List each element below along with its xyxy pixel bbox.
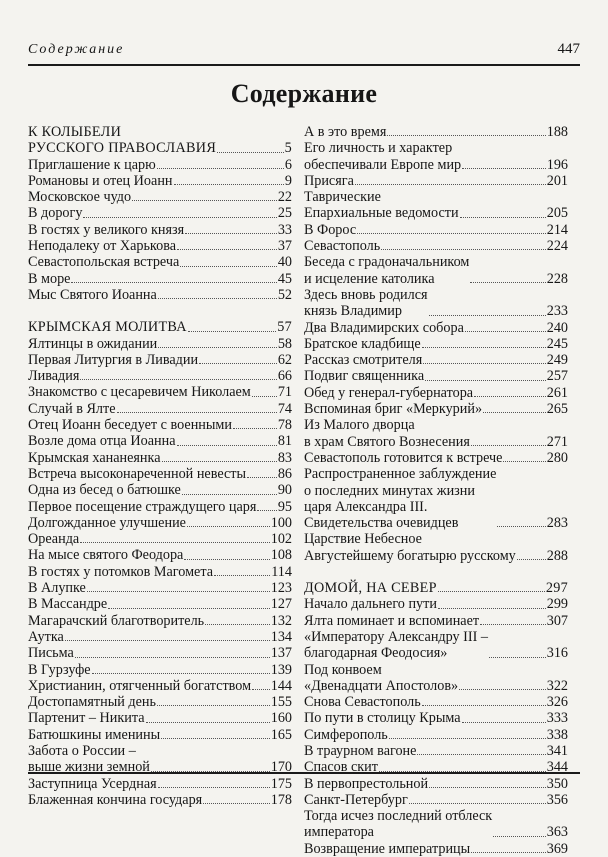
toc-entry <box>304 385 568 401</box>
toc-entry <box>304 710 568 726</box>
toc-entry-title: Романовы и отец Иоанн <box>28 172 173 189</box>
toc-entry-page: 66 <box>277 368 292 385</box>
toc-entry <box>28 238 292 254</box>
dot-leader <box>459 689 546 690</box>
toc-entry-title: Севастопольская встреча <box>28 254 180 271</box>
toc-entry-page: 33 <box>277 221 292 238</box>
toc-entry-page: 155 <box>270 694 292 711</box>
toc-entry-page: 249 <box>546 352 568 369</box>
toc-section-heading <box>28 124 292 157</box>
toc-entry-title: Письма <box>28 645 74 662</box>
toc-entry-title: Мыс Святого Иоанна <box>28 286 157 303</box>
toc-entry-page: 350 <box>546 775 568 792</box>
toc-entry-page: 363 <box>546 824 568 841</box>
toc-entry-title: Крымская хананеянка <box>28 449 161 466</box>
toc-entry-title: Московское чудо <box>28 189 132 206</box>
page-number: 447 <box>557 41 580 57</box>
toc-section-heading-page: 297 <box>545 580 568 597</box>
toc-entry-title: Здесь вновь родился князь Владимир <box>304 286 428 320</box>
toc-entry-page: 74 <box>277 400 292 417</box>
toc-entry-page: 137 <box>270 645 292 662</box>
toc-entry-page: 170 <box>270 759 292 776</box>
toc-entry-page: 83 <box>277 449 292 466</box>
toc-entry-page: 214 <box>546 221 568 238</box>
dot-leader <box>422 347 546 348</box>
running-head-title: Содержание <box>28 42 125 57</box>
dot-leader <box>108 608 270 609</box>
toc-entry <box>28 776 292 792</box>
toc-entry <box>304 841 568 857</box>
dot-leader <box>252 396 277 397</box>
toc-entry <box>304 694 568 710</box>
dot-leader <box>65 640 270 641</box>
toc-entry-page: 71 <box>277 384 292 401</box>
dot-leader <box>177 445 277 446</box>
dot-leader <box>247 477 277 478</box>
running-head <box>28 40 580 62</box>
toc-entry-page: 22 <box>277 189 292 206</box>
toc-entry <box>28 466 292 482</box>
toc-entry-page: 178 <box>270 791 292 808</box>
toc-entry <box>304 743 568 759</box>
dot-leader <box>474 396 546 397</box>
toc-entry-title: Христианин, отягченный богатством <box>28 677 252 694</box>
toc-entry-page: 139 <box>270 661 292 678</box>
toc-entry <box>28 222 292 238</box>
toc-entry-title: Присяга <box>304 172 354 189</box>
toc-entry-page: 356 <box>546 791 568 808</box>
toc-entry <box>304 776 568 792</box>
toc-entry-title: Первая Литургия в Ливадии <box>28 351 199 368</box>
toc-entry-page: 165 <box>270 726 292 743</box>
toc-entry <box>28 662 292 678</box>
toc-entry-title: Магарачский благотворитель <box>28 612 205 629</box>
dot-leader <box>462 722 546 723</box>
toc-entry-page: 102 <box>270 531 292 548</box>
toc-entry <box>28 271 292 287</box>
toc-entry <box>28 678 292 694</box>
toc-entry <box>304 254 568 287</box>
toc-entry-title: Вспоминая бриг «Меркурий» <box>304 401 483 418</box>
toc-entry <box>28 515 292 531</box>
toc-entry <box>28 727 292 743</box>
toc-entry <box>28 336 292 352</box>
dot-leader <box>188 331 276 332</box>
toc-entry-page: 52 <box>277 286 292 303</box>
toc-entry-title: Рассказ смотрителя <box>304 352 423 369</box>
toc-entry <box>28 564 292 580</box>
dot-leader <box>187 526 270 527</box>
toc-entry <box>28 694 292 710</box>
toc-entry-title: Долгожданное улучшение <box>28 514 186 531</box>
toc-entry <box>28 629 292 645</box>
dot-leader <box>517 559 546 560</box>
toc-entry-page: 280 <box>546 449 568 466</box>
toc-entry-title: Начало дальнего пути <box>304 596 437 613</box>
dot-leader <box>252 689 270 690</box>
toc-entry-page: 95 <box>277 498 292 515</box>
dot-leader <box>158 787 270 788</box>
toc-entry <box>28 189 292 205</box>
toc-entry-title: Батюшкины именины <box>28 726 161 743</box>
toc-entry-page: 316 <box>546 645 568 662</box>
toc-entry-title: В Массандре <box>28 596 108 613</box>
dot-leader <box>387 135 545 136</box>
toc-entry-page: 257 <box>546 368 568 385</box>
toc-entry <box>28 401 292 417</box>
toc-entry <box>28 417 292 433</box>
dot-leader <box>460 217 546 218</box>
toc-entry-title: Неподалеку от Харькова <box>28 238 177 255</box>
toc-entry-page: 160 <box>270 710 292 727</box>
footer-rule <box>28 772 580 774</box>
dot-leader <box>92 673 270 674</box>
toc-entry <box>304 450 568 466</box>
dot-leader <box>483 412 546 413</box>
dot-leader <box>146 722 270 723</box>
toc-entry-page: 326 <box>546 694 568 711</box>
toc-entry <box>304 336 568 352</box>
dot-leader <box>203 803 270 804</box>
toc-entry-page: 245 <box>546 335 568 352</box>
toc-entry-title: В траурном вагоне <box>304 742 417 759</box>
toc-entry <box>28 580 292 596</box>
toc-entry <box>28 710 292 726</box>
toc-entry <box>304 662 568 695</box>
toc-column-right <box>304 124 568 857</box>
toc-entry-title: Два Владимирских собора <box>304 319 464 336</box>
page-title: Содержание <box>230 79 378 108</box>
dot-leader <box>87 591 270 592</box>
toc-entry-page: 90 <box>277 482 292 499</box>
toc-entry-title: Братское кладбище <box>304 335 421 352</box>
toc-column-left <box>28 124 292 808</box>
toc-entry-page: 40 <box>277 254 292 271</box>
dot-leader <box>480 624 546 625</box>
toc-entry-page: 240 <box>546 319 568 336</box>
toc-entry <box>304 613 568 629</box>
toc-entry-page: 188 <box>546 124 568 140</box>
dot-leader <box>497 526 545 527</box>
toc-entry-title: Ялта поминает и вспоминает <box>304 612 480 629</box>
toc-entry <box>304 222 568 238</box>
toc-entry-page: 6 <box>284 156 292 173</box>
dot-leader <box>75 657 270 658</box>
dot-leader <box>132 200 277 201</box>
dot-leader <box>157 168 284 169</box>
dot-leader <box>470 282 545 283</box>
toc-section-heading-title: К КОЛЫБЕЛИ РУССКОГО ПРАВОСЛАВИЯ <box>28 124 217 157</box>
toc-entry <box>28 596 292 612</box>
toc-entry-title: Таврические Епархиальные ведомости <box>304 189 459 222</box>
toc-section-heading-title: КРЫМСКАЯ МОЛИТВА <box>28 319 187 336</box>
toc-entry <box>28 645 292 661</box>
toc-entry-title: Ливадия <box>28 368 80 385</box>
dot-leader <box>185 233 277 234</box>
toc-entry-title: Его личность и характер обеспечивали Европе мир <box>304 140 462 173</box>
toc-entry <box>304 320 568 336</box>
toc-entry-page: 86 <box>277 465 292 482</box>
toc-entry-title: Спасов скит <box>304 759 378 776</box>
dot-leader <box>357 233 546 234</box>
toc-entry-page: 78 <box>277 417 292 434</box>
dot-leader <box>199 363 277 364</box>
toc-entry-page: 271 <box>546 433 568 450</box>
toc-entry-title: Снова Севастополь <box>304 694 421 711</box>
toc-entry-title: А в это время <box>304 124 387 140</box>
toc-entry-page: 127 <box>270 596 292 613</box>
toc-entry-page: 228 <box>546 270 568 287</box>
toc-entry-title: Под конвоем «Двенадцати Апостолов» <box>304 661 459 694</box>
dot-leader <box>489 657 546 658</box>
dot-leader <box>214 575 270 576</box>
dot-leader <box>425 380 546 381</box>
toc-entry-title: Севастополь <box>304 238 381 255</box>
toc-entry-title: Приглашение к царю <box>28 156 156 173</box>
toc-entry-title: В первопрестольной <box>304 775 429 792</box>
toc-entry-title: Санкт-Петербург <box>304 791 408 808</box>
toc-entry-title: Одна из бесед о батюшке <box>28 482 181 499</box>
toc-entry <box>28 287 292 303</box>
toc-entry-title: На мысе святого Феодора <box>28 547 184 564</box>
toc-entry-title: Знакомство с цесаревичем Николаем <box>28 384 251 401</box>
dot-leader <box>423 363 545 364</box>
toc-entry-page: 144 <box>270 677 292 694</box>
toc-entry-title: Блаженная кончина государя <box>28 791 203 808</box>
dot-leader <box>217 152 283 153</box>
toc-entry-page: 100 <box>270 514 292 531</box>
toc-entry <box>304 466 568 531</box>
toc-entry-page: 333 <box>546 710 568 727</box>
header-rule <box>28 64 580 66</box>
toc-entry <box>304 189 568 222</box>
toc-entry <box>304 531 568 564</box>
toc-entry <box>304 124 568 140</box>
toc-entry-page: 369 <box>546 840 568 857</box>
toc-entry-title: В гостях у великого князя <box>28 221 185 238</box>
dot-leader <box>355 184 546 185</box>
toc-entry-title: Достопамятный день <box>28 694 156 711</box>
dot-leader <box>177 249 277 250</box>
toc-entry-title: В Алупке <box>28 580 86 597</box>
toc-entry-title: Обед у генерал-губернатора <box>304 384 474 401</box>
toc-entry <box>28 384 292 400</box>
toc-section-heading-page: 5 <box>284 140 292 157</box>
toc-entry-page: 341 <box>546 742 568 759</box>
toc-entry <box>28 482 292 498</box>
toc-entry-title: Первое посещение страждущего царя <box>28 498 257 515</box>
dot-leader <box>162 461 277 462</box>
toc-entry-page: 224 <box>546 238 568 255</box>
toc-entry <box>304 792 568 808</box>
toc-entry <box>304 173 568 189</box>
dot-leader <box>158 347 277 348</box>
toc-entry-page: 45 <box>277 270 292 287</box>
section-gap <box>28 303 292 319</box>
toc-entry-title: Отец Иоанн беседует с военными <box>28 417 232 434</box>
toc-section-heading-title: ДОМОЙ, НА СЕВЕР <box>304 580 437 597</box>
toc-entry-title: В Форос <box>304 221 357 238</box>
toc-entry-page: 114 <box>271 563 292 580</box>
toc-entry-page: 58 <box>277 335 292 352</box>
toc-entry-page: 62 <box>277 351 292 368</box>
dot-leader <box>80 542 270 543</box>
toc-entry <box>304 727 568 743</box>
toc-entry-title: Встреча высоконареченной невесты <box>28 465 247 482</box>
toc-entry-page: 81 <box>277 433 292 450</box>
toc-entry-page: 307 <box>546 612 568 629</box>
dot-leader <box>180 266 277 267</box>
toc-entry-title: Аутка <box>28 628 64 645</box>
toc-entry-title: По пути в столицу Крыма <box>304 710 461 727</box>
toc-entry-title: Ялтинцы в ожидании <box>28 335 158 352</box>
toc-entry-page: 9 <box>284 172 292 189</box>
toc-entry <box>28 173 292 189</box>
toc-entry-title: Возле дома отца Иоанна <box>28 433 176 450</box>
toc-entry <box>28 531 292 547</box>
toc-entry <box>28 450 292 466</box>
toc-entry-title: Партенит – Никита <box>28 710 145 727</box>
toc-entry-title: Симферополь <box>304 726 388 743</box>
toc-entry <box>304 140 568 173</box>
toc-entry-page: 175 <box>270 775 292 792</box>
section-gap <box>304 564 568 580</box>
toc-entry <box>28 499 292 515</box>
toc-entry-page: 37 <box>277 238 292 255</box>
toc-entry-title: Севастополь готовится к встрече <box>304 449 503 466</box>
dot-leader <box>257 510 276 511</box>
dot-leader <box>471 852 546 853</box>
dot-leader <box>462 168 546 169</box>
toc-entry-title: В море <box>28 270 71 287</box>
toc-entry-page: 288 <box>546 547 568 564</box>
toc-entry <box>28 205 292 221</box>
dot-leader <box>182 494 277 495</box>
toc-entry-title: Забота о России – выше жизни земной <box>28 742 150 776</box>
toc-entry <box>304 629 568 662</box>
toc-entry <box>28 352 292 368</box>
dot-leader <box>429 787 546 788</box>
toc-entry-title: Ореанда <box>28 531 80 548</box>
dot-leader <box>429 315 546 316</box>
dot-leader <box>161 738 270 739</box>
dot-leader <box>422 705 546 706</box>
dot-leader <box>117 412 277 413</box>
toc-entry-page: 25 <box>277 205 292 222</box>
toc-entry <box>304 287 568 320</box>
toc-section-heading <box>304 580 568 596</box>
toc-entry <box>28 254 292 270</box>
toc-section-heading-page: 57 <box>277 319 292 336</box>
toc-entry-page: 134 <box>270 628 292 645</box>
dot-leader <box>71 282 276 283</box>
dot-leader <box>184 559 269 560</box>
toc-entry-title: Тогда исчез последний отблеск императора <box>304 808 493 841</box>
toc-entry-title: Распространенное заблуждение о последних минутах жизни царя Александра III. Свидетельства очевидцев <box>304 466 497 532</box>
dot-leader <box>471 445 546 446</box>
dot-leader <box>417 754 545 755</box>
toc-entry-page: 201 <box>546 172 568 189</box>
dot-leader <box>205 624 270 625</box>
dot-leader <box>381 249 546 250</box>
toc-entry-title: В гостях у потомков Магомета <box>28 563 214 580</box>
toc-entry <box>304 352 568 368</box>
toc-entry-title: Из Малого дворца в храм Святого Вознесения <box>304 417 470 450</box>
toc-entry-page: 299 <box>546 596 568 613</box>
dot-leader <box>80 379 276 380</box>
toc-entry-title: «Императору Александру III – благодарная Феодосия» <box>304 628 488 662</box>
toc-entry-page: 108 <box>270 547 292 564</box>
toc-entry <box>304 596 568 612</box>
toc-entry-title: Возвращение императрицы <box>304 840 471 857</box>
toc-entry <box>28 613 292 629</box>
toc-entry-page: 344 <box>546 759 568 776</box>
toc-entry-page: 205 <box>546 205 568 222</box>
toc-entry <box>304 401 568 417</box>
dot-leader <box>438 591 545 592</box>
toc-entry-title: В Гурзуфе <box>28 661 91 678</box>
toc-entry-page: 338 <box>546 726 568 743</box>
dot-leader <box>83 217 276 218</box>
toc-entry-page: 322 <box>546 677 568 694</box>
toc-entry-page: 196 <box>546 156 568 173</box>
toc-entry-page: 283 <box>546 515 568 532</box>
toc-entry-title: Случай в Ялте <box>28 400 116 417</box>
toc-entry <box>304 368 568 384</box>
toc-entry-page: 132 <box>270 612 292 629</box>
toc-entry-page: 265 <box>546 401 568 418</box>
dot-leader <box>438 608 546 609</box>
toc-entry <box>28 368 292 384</box>
toc-section-heading <box>28 319 292 335</box>
toc-entry-page: 123 <box>270 580 292 597</box>
dot-leader <box>233 428 277 429</box>
dot-leader <box>389 738 546 739</box>
toc-entry <box>304 417 568 450</box>
toc-entry-title: Беседа с градоначальником и исцеление католика <box>304 254 470 287</box>
toc-entry-title: Заступница Усердная <box>28 775 157 792</box>
toc-entry-title: В дорогу <box>28 205 83 222</box>
dot-leader <box>503 461 545 462</box>
dot-leader <box>174 184 284 185</box>
toc-entry-title: Подвиг священника <box>304 368 425 385</box>
toc-entry-title: Царствие Небесное Августейшему богатырю русскому <box>304 531 516 564</box>
dot-leader <box>465 331 546 332</box>
dot-leader <box>158 298 277 299</box>
toc-entry <box>28 547 292 563</box>
dot-leader <box>409 803 546 804</box>
toc-entry <box>28 743 292 776</box>
dot-leader <box>157 705 270 706</box>
toc-entry <box>304 238 568 254</box>
toc-entry-page: 261 <box>546 384 568 401</box>
toc-entry <box>28 433 292 449</box>
toc-entry <box>28 157 292 173</box>
toc-entry-page: 233 <box>546 303 568 320</box>
toc-entry <box>28 792 292 808</box>
